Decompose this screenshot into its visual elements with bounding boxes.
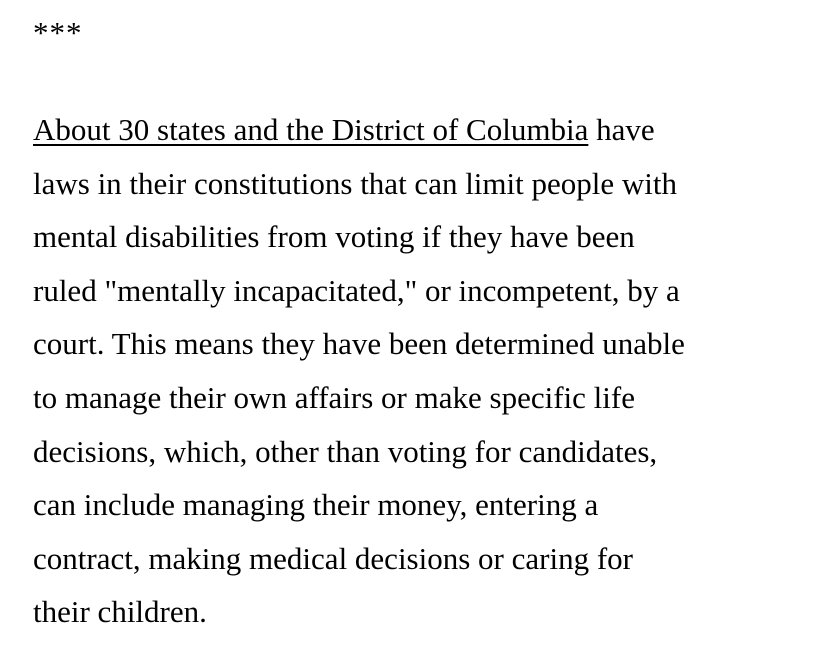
paragraph-line: their children. (33, 594, 207, 630)
paragraph-line: mental disabilities from voting if they have been (33, 219, 635, 255)
states-link[interactable]: About 30 states and the District of Columbia (33, 112, 589, 147)
paragraph-line: ruled "mentally incapacitated," or incompetent, by a (33, 272, 680, 308)
paragraph-line: to manage their own affairs or make specific life (33, 379, 635, 415)
section-separator: *** (33, 15, 83, 50)
paragraph (33, 103, 813, 639)
paragraph-line: laws in their constitutions that can limit people with (33, 165, 678, 201)
paragraph-line: contract, making medical decisions or caring for (33, 540, 633, 576)
paragraph-line: can include managing their money, entering a (33, 487, 599, 523)
paragraph-line: court. This means they have been determined unable (33, 326, 685, 362)
paragraph-text: have (588, 112, 655, 147)
paragraph-line (33, 103, 813, 157)
article-body (33, 0, 813, 639)
paragraph-line: decisions, which, other than voting for candidates, (33, 433, 658, 469)
